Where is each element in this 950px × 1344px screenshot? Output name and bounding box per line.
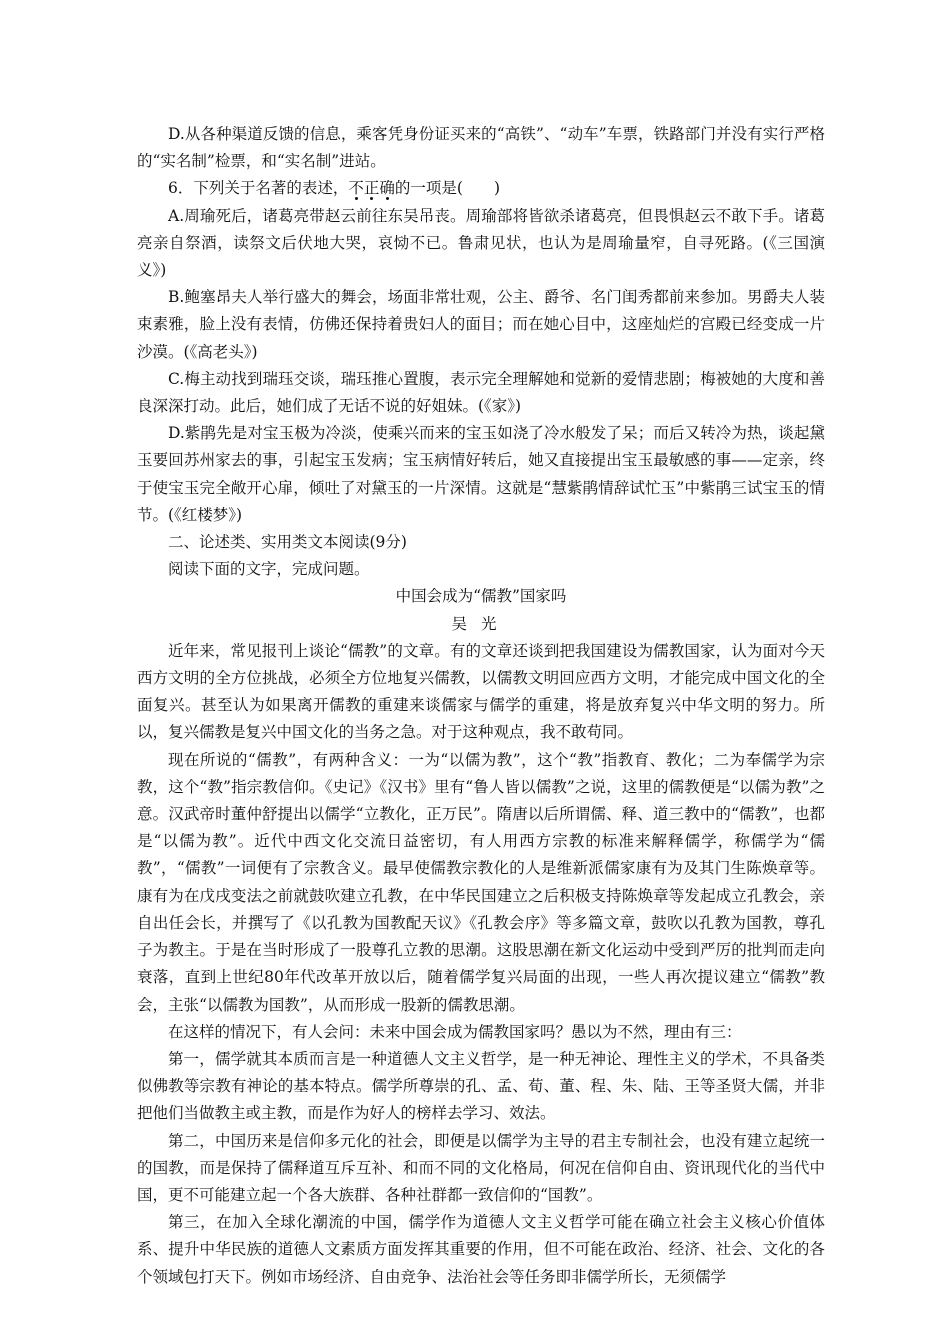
q6-emphasis-char-1: 不 xyxy=(348,179,364,198)
q6-stem xyxy=(137,175,825,202)
q6-option-a: A.周瑜死后，诸葛亮带赵云前往东吴吊丧。周瑜部将皆欲杀诸葛亮，但畏惧赵云不敢下手。诸葛亮亲自祭酒，读祭文后伏地大哭，哀恸不已。鲁肃见状，也认为是周瑜量窄，自寻死路。(《三国演义》) xyxy=(137,206,825,280)
article-paragraph: 近年来，常见报刊上谈论“儒教”的文章。有的文章还谈到把我国建设为儒教国家，认为面对今天西方文明的全方位挑战，必须全方位地复兴儒教，以儒教文明回应西方文明，才能完成中国文化的全面复兴。甚至认为如果离开儒教的重建来谈儒家与儒学的重建，将是放弃复兴中华文明的努力。所以，复兴儒教是复兴中国文化的当务之急。对于这种观点，我不敢苟同。 xyxy=(137,641,825,742)
q6-stem-before: 6．下列关于名著的表述， xyxy=(168,179,349,198)
article-paragraph: 在这样的情况下，有人会问：未来中国会成为儒教国家吗？愚以为不然，理由有三： xyxy=(168,1022,742,1041)
q6-option-b: B.鲍塞昂夫人举行盛大的舞会，场面非常壮观，公主、爵爷、名门闺秀都前来参加。男爵夫人装束素雅，脸上没有表情，仿佛还保持着贵妇人的面目；而在她心目中，这座灿烂的宫殿已经变成一片沙漠。(《高老头》) xyxy=(137,288,825,361)
section-instruction: 阅读下面的文字，完成问题。 xyxy=(168,560,370,579)
q6-stem-after: 的一项是( ) xyxy=(394,179,501,198)
q5-option-d: D.从各种渠道反馈的信息，乘客凭身份证买来的“高铁”、“动车”车票，铁路部门并没有实行严格的“实名制”检票，和“实名制”进站。 xyxy=(137,125,825,171)
q6-emphasis-char-2: 正 xyxy=(363,179,380,198)
document-page xyxy=(137,121,825,1291)
article-paragraph: 第三，在加入全球化潮流的中国，儒学作为道德人文主义哲学可能在确立社会主义核心价值体系、提升中华民族的道德人文素质方面发挥其重要的作用，但不可能在政治、经济、社会、文化的各个领域包打天下。例如市场经济、自由竞争、法治社会等任务即非儒学所长，无须儒学 xyxy=(137,1213,825,1286)
article-paragraph: 第一，儒学就其本质而言是一种道德人文主义哲学，是一种无神论、理性主义的学术，不具备类似佛教等宗教有神论的基本特点。儒学所尊崇的孔、孟、荀、董、程、朱、陆、王等圣贤大儒，并非把他们当做教主或主教，而是作为好人的榜样去学习、效法。 xyxy=(137,1049,825,1123)
article-author: 吴光 xyxy=(451,614,511,633)
q6-emphasis-char-3: 确 xyxy=(379,179,395,198)
q6-option-d: D.紫鹃先是对宝玉极为冷淡，使乘兴而来的宝玉如浇了冷水般发了呆；而后又转冷为热，谈起黛玉要回苏州家去的事，引起宝玉发病；宝玉病情好转后，她又直接提出宝玉最敏感的事——定亲，终于使宝玉完全敞开心扉，倾吐了对黛玉的一片深情。这就是“慧紫鹃情辞试忙玉”中紫鹃三试宝玉的情节。(《红楼梦》) xyxy=(137,424,825,524)
section-heading: 二、论述类、实用类文本阅读(9分) xyxy=(168,533,407,552)
q6-option-c: C.梅主动找到瑞珏交谈，瑞珏推心置腹，表示完全理解她和觉新的爱情悲剧；梅被她的大度和善良深深打动。此后，她们成了无话不说的好姐妹。(《家》) xyxy=(137,369,825,416)
article-title: 中国会成为“儒教”国家吗 xyxy=(395,587,567,606)
article-paragraph: 第二，中国历来是信仰多元化的社会，即便是以儒学为主导的君主专制社会，也没有建立起统一的国教，而是保持了儒释道互斥互补、和而不同的文化格局，何况在信仰自由、资讯现代化的当代中国，更不可能建立起一个各大族群、各种社群都一致信仰的“国教”。 xyxy=(137,1131,825,1204)
article-paragraph: 现在所说的“儒教”，有两种含义：一为“以儒为教”，这个“教”指教育、教化；二为奉儒学为宗教，这个“教”指宗教信仰。《史记》《汉书》里有“鲁人皆以儒教”之说，这里的儒教便是“以儒为教”之意。汉武帝时董仲舒提出以儒学“立教化，正万民”。隋唐以后所谓儒、释、道三教中的“儒教”，也都是“以儒为教”。近代中西文化交流日益密切，有人用西方宗教的标准来解释儒学，称儒学为“儒教”，“儒教”一词便有了宗教含义。最早使儒教宗教化的人是维新派儒家康有为及其门生陈焕章等。康有为在戊戌变法之前就鼓吹建立孔教，在中华民国建立之后积极支持陈焕章等发起成立孔教会，亲自出任会长，并撰写了《以孔教为国教配天议》《孔教会序》等多篇文章，鼓吹以孔教为国教，尊孔子为教主。于是在当时形成了一股尊孔立教的思潮。这股思潮在新文化运动中受到严厉的批判而走向衰落，直到上世纪80年代改革开放以后，随着儒学复兴局面的出现，一些人再次提议建立“儒教”教会，主张“以儒教为国教”，从而形成一股新的儒教思潮。 xyxy=(137,750,825,1014)
